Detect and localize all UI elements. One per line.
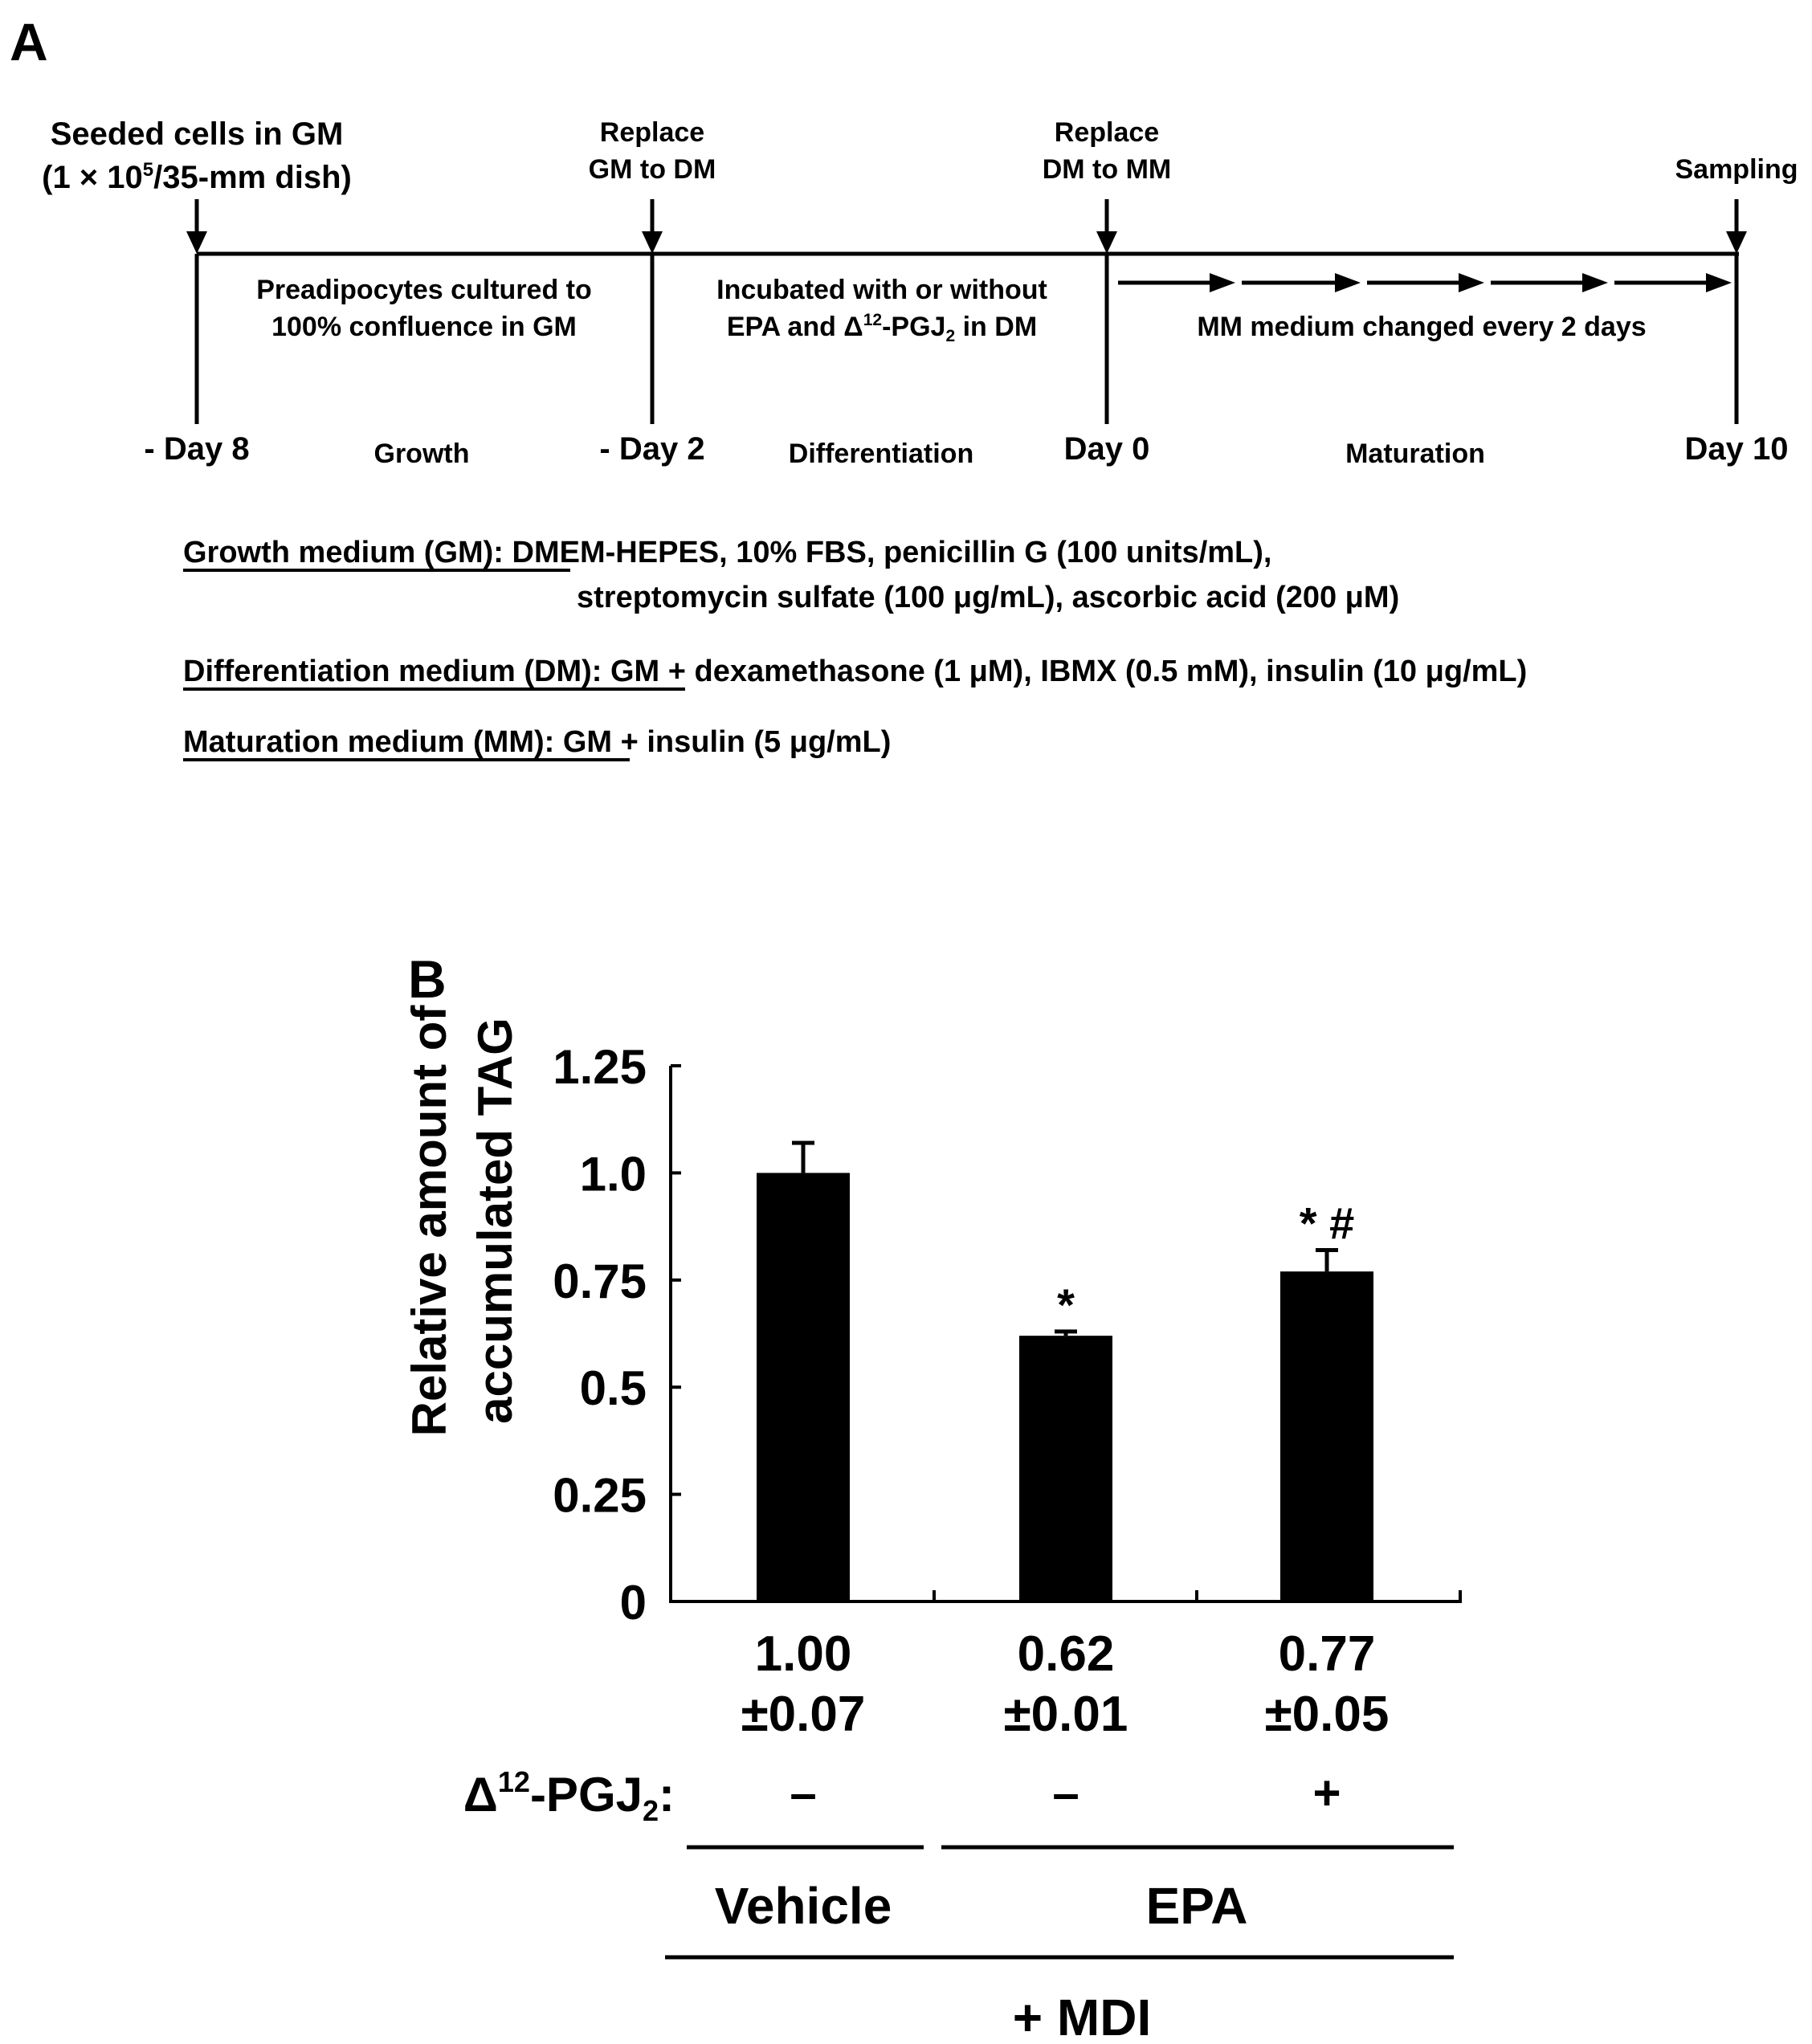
significance-mark: * # (1299, 1197, 1355, 1249)
diff-line2-sup: 12 (863, 311, 883, 329)
bar (1019, 1336, 1112, 1601)
group-vehicle-label: Vehicle (714, 1877, 892, 1935)
pgj-label-post: : (659, 1768, 675, 1822)
growth-desc-line1: Preadipocytes cultured to (256, 275, 592, 305)
day-label-minus8: - Day 8 (144, 431, 250, 467)
y-axis-title-line2: accumulated TAG (468, 1018, 522, 1424)
media-definitions (183, 536, 1527, 760)
y-tick-label: 1.0 (579, 1147, 647, 1202)
seeded-line2-post: /35-mm dish) (153, 160, 352, 195)
replace1-label-line1: Replace (599, 117, 705, 148)
dm-text: GM + dexamethasone (1 μM), IBMX (0.5 mM), insulin (10 μg/mL) (602, 655, 1528, 688)
panel-b (402, 949, 1462, 2044)
mean-value-label: 0.77 (1278, 1626, 1376, 1682)
pgj-sign: + (1312, 1766, 1341, 1820)
bars (757, 1173, 1373, 1601)
pgj-sign: – (1052, 1766, 1079, 1820)
seeded-label-line1: Seeded cells in GM (50, 116, 344, 152)
right-arrow-icon (1335, 273, 1361, 292)
replace2-label-line2: DM to MM (1042, 154, 1172, 185)
mean-value-label: 0.62 (1017, 1626, 1115, 1682)
pgj-signs (790, 1766, 1341, 1820)
maturation-arrows (1118, 273, 1732, 292)
mm-label: Maturation medium (MM): (183, 725, 555, 759)
y-tick-label: 0 (619, 1576, 647, 1630)
mm-text: GM + insulin (5 μg/mL) (554, 725, 892, 759)
pgj-label-sub: 2 (642, 1794, 659, 1827)
gm-definition (183, 536, 1271, 569)
panel-b-label: B (408, 949, 447, 1009)
y-tick-label: 0.75 (553, 1254, 647, 1308)
group-mdi-label: + MDI (1012, 1989, 1152, 2044)
bar (757, 1173, 850, 1601)
diff-line2-post: in DM (955, 312, 1038, 342)
diff-line2-mid: -PGJ (882, 312, 946, 342)
replace1-label-line2: GM to DM (588, 154, 716, 185)
panel-a-label: A (10, 12, 48, 71)
down-arrow-icon (1096, 231, 1117, 254)
sampling-label: Sampling (1675, 154, 1798, 185)
seeded-line2-pre: (1 × 10 (42, 160, 143, 195)
mat-desc: MM medium changed every 2 days (1197, 312, 1647, 342)
down-arrow-icon (642, 231, 663, 254)
mm-definition (183, 725, 891, 759)
dm-label: Differentiation medium (DM): (183, 655, 602, 688)
phase-name-maturation: Maturation (1345, 439, 1485, 469)
seeded-label-line2 (42, 159, 352, 195)
day-label-10: Day 10 (1684, 431, 1789, 467)
y-axis-title (402, 1005, 522, 1437)
down-arrow-icon (1726, 231, 1747, 254)
mean-value-label: 1.00 (754, 1626, 852, 1682)
error-value-label: ±0.05 (1264, 1687, 1390, 1742)
pgj-row-label (463, 1765, 675, 1827)
right-arrow-icon (1582, 273, 1608, 292)
right-arrow-icon (1210, 273, 1235, 292)
day-label-minus2: - Day 2 (599, 431, 705, 467)
pgj-label-pre: Δ (463, 1768, 498, 1822)
y-tick-label: 1.25 (553, 1040, 647, 1094)
right-arrow-icon (1706, 273, 1732, 292)
pgj-sign: – (790, 1766, 817, 1820)
dm-definition (183, 655, 1527, 688)
day-label-0: Day 0 (1063, 431, 1150, 467)
pgj-label-mid: -PGJ (529, 1768, 643, 1822)
seeded-line2-sup: 5 (142, 159, 154, 181)
bar (1280, 1271, 1373, 1601)
y-axis-title-line1: Relative amount of (402, 1005, 456, 1437)
down-arrow-icon (186, 231, 207, 254)
panel-a (10, 12, 1798, 760)
phase-name-differentiation: Differentiation (788, 439, 974, 469)
significance-mark: * (1057, 1279, 1075, 1330)
replace2-label-line1: Replace (1054, 117, 1160, 148)
diff-desc-line1: Incubated with or without (716, 275, 1047, 305)
growth-desc-line2: 100% confluence in GM (271, 312, 577, 342)
phase-name-growth: Growth (373, 439, 470, 469)
gm-label: Growth medium (GM): (183, 536, 504, 569)
right-arrow-icon (1459, 273, 1484, 292)
group-epa-label: EPA (1145, 1877, 1248, 1935)
value-labels (741, 1626, 1390, 1742)
gm-text-line2: streptomycin sulfate (100 μg/mL), ascorbic acid (200 μM) (577, 581, 1400, 614)
diff-line2-sub: 2 (945, 327, 956, 345)
y-tick-label: 0.25 (553, 1468, 647, 1523)
pgj-label-sup: 12 (497, 1765, 530, 1798)
error-value-label: ±0.07 (741, 1687, 866, 1742)
diff-line2-pre: EPA and Δ (726, 312, 863, 342)
gm-text-line1: DMEM-HEPES, 10% FBS, penicillin G (100 units/mL), (503, 536, 1272, 569)
timeline-down-arrows (186, 199, 1747, 254)
x-ticks (934, 1590, 1460, 1601)
y-tick-label: 0.5 (579, 1361, 647, 1416)
error-value-label: ±0.01 (1003, 1687, 1128, 1742)
diff-desc-line2 (727, 311, 1037, 345)
y-ticks (553, 1040, 681, 1630)
